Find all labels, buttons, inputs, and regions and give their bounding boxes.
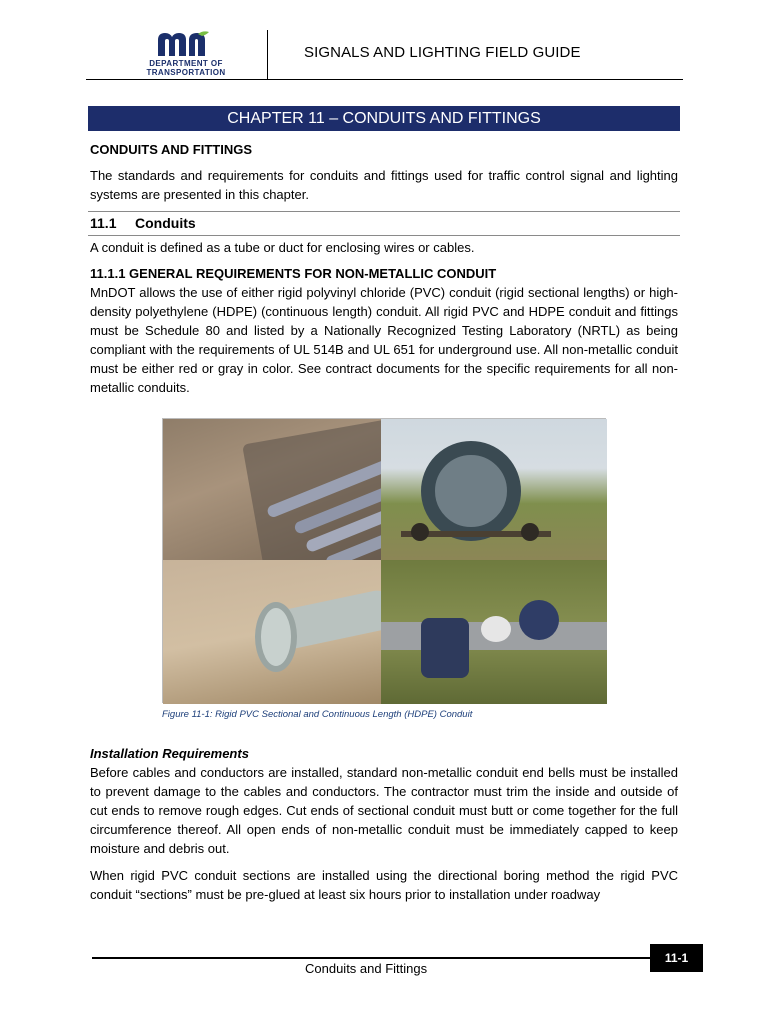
installation-paragraph-1: Before cables and conductors are installed, standard non-metallic conduit end bells must be installed to prevent damage to the cables and conductors. The contractor must trim the inside and outside of cut ends to remove rough edges. Cut ends of sectional conduit must butt or come together for the full circumference thereof. All open ends of non-metallic conduit must be immediately capped to keep moisture and debris out.	[90, 765, 678, 856]
section-11-1-1-heading: 11.1.1 GENERAL REQUIREMENTS FOR NON-METALLIC CONDUIT	[90, 266, 497, 281]
installation-paragraph-2: When rigid PVC conduit sections are installed using the directional boring method the rigid PVC conduit “sections” must be pre-glued at least six hours prior to installation under roadway	[90, 868, 678, 902]
mn-logo-mark	[156, 30, 212, 58]
chapter-title-bar: CHAPTER 11 – CONDUITS AND FITTINGS	[88, 106, 680, 131]
intro-paragraph: The standards and requirements for conduits and fittings used for traffic control signal and lighting systems are presented in this chapter.	[90, 168, 678, 202]
section-11-1-text: A conduit is defined as a tube or duct for enclosing wires or cables.	[90, 240, 475, 255]
logo-text	[138, 59, 234, 77]
figure-caption: Figure 11-1: Rigid PVC Sectional and Continuous Length (HDPE) Conduit	[162, 709, 473, 720]
mndot-logo	[136, 30, 236, 78]
conduit-fittings-on-grass-photo	[381, 560, 607, 704]
conduit-figure	[162, 418, 606, 703]
hdpe-reel-trailer-photo	[381, 419, 607, 560]
page-number: 11-1	[650, 944, 703, 972]
pvc-conduit-end-bell-photo	[163, 560, 381, 704]
section-title: Conduits	[135, 215, 196, 231]
footer-rule	[92, 957, 650, 959]
intro-heading: CONDUITS AND FITTINGS	[90, 142, 253, 157]
footer-section-name: Conduits and Fittings	[305, 961, 428, 976]
page-header	[86, 28, 683, 80]
logo-text-line2: TRANSPORTATION	[146, 68, 226, 77]
installation-heading: Installation Requirements	[90, 746, 249, 761]
stacked-pvc-conduit-photo	[163, 419, 381, 560]
section-11-1-1-paragraph: MnDOT allows the use of either rigid polyvinyl chloride (PVC) conduit (rigid sectional lengths) or high-density polyethylene (HDPE) (continuous length) conduit. All rigid PVC and HDPE conduit and fittings must be Schedule 80 and listed by a Nationally Recognized Testing Laboratory (NRTL) as being compliant with the requirements of UL 514B and UL 651 for underground use. All non-metallic conduit must be either red or gray in color. See contract documents for the specific requirements for all non-metallic conduits.	[90, 285, 678, 395]
guide-title: SIGNALS AND LIGHTING FIELD GUIDE	[304, 44, 581, 61]
section-number: 11.1	[90, 215, 117, 231]
logo-text-line1: DEPARTMENT OF	[149, 59, 223, 68]
section-11-1-heading	[88, 211, 680, 236]
header-divider	[267, 30, 268, 79]
